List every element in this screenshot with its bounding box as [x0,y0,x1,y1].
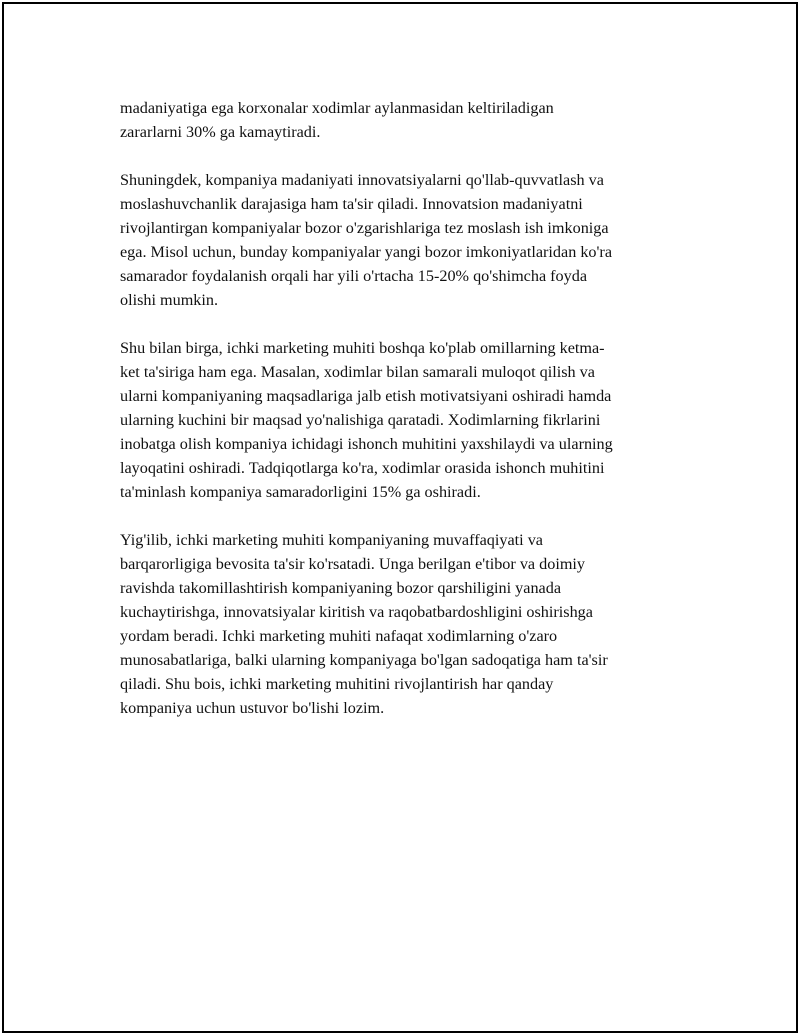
text-line: samarador foydalanish orqali har yili o'rtacha 15-20% qo'shimcha foyda [120,267,588,285]
text-line: ravishda takomillashtirish kompaniyaning bozor qarshiligini yanada [120,579,562,597]
document-page [2,2,798,1033]
text-line: ega. Misol uchun, bunday kompaniyalar yangi bozor imkoniyatlaridan ko'ra [120,243,613,261]
text-line: yordam beradi. Ichki marketing muhiti nafaqat xodimlarning o'zaro [120,627,558,645]
text-line: zararlarni 30% ga kamaytiradi. [120,123,321,141]
paragraph-2 [120,168,690,312]
text-line: Shuningdek, kompaniya madaniyati innovatsiyalarni qo'llab-quvvatlash va [120,171,604,189]
text-line: Shu bilan birga, ichki marketing muhiti boshqa ko'plab omillarning ketma- [120,339,605,357]
text-line: ularning kuchini bir maqsad yo'nalishiga qaratadi. Xodimlarning fikrlarini [120,411,601,429]
text-line: munosabatlariga, balki ularning kompaniyaga bo'lgan sadoqatiga ham ta'sir [120,651,608,669]
text-line: qiladi. Shu bois, ichki marketing muhitini rivojlantirish har qanday [120,675,554,693]
paragraph-4 [120,528,690,720]
text-line: kuchaytirishga, innovatsiyalar kiritish va raqobatbardoshligini oshirishga [120,603,593,621]
text-line: ularni kompaniyaning maqsadlariga jalb etish motivatsiyani oshiradi hamda [120,387,612,405]
text-line: olishi mumkin. [120,291,219,309]
text-line: barqarorligiga bevosita ta'sir ko'rsatadi. Unga berilgan e'tibor va doimiy [120,555,586,573]
document-body [120,96,690,744]
text-line: layoqatini oshiradi. Tadqiqotlarga ko'ra, xodimlar orasida ishonch muhitini [120,459,605,477]
text-line: ta'minlash kompaniya samaradorligini 15% ga oshiradi. [120,483,481,501]
text-line: ket ta'siriga ham ega. Masalan, xodimlar bilan samarali muloqot qilish va [120,363,595,381]
text-line: inobatga olish kompaniya ichidagi ishonch muhitini yaxshilaydi va ularning [120,435,613,453]
text-line: moslashuvchanlik darajasiga ham ta'sir qiladi. Innovatsion madaniyatni [120,195,583,213]
text-line: rivojlantirgan kompaniyalar bozor o'zgarishlariga tez moslash ish imkoniga [120,219,609,237]
text-line: Yig'ilib, ichki marketing muhiti kompaniyaning muvaffaqiyati va [120,531,543,549]
paragraph-1 [120,96,690,144]
text-line: madaniyatiga ega korxonalar xodimlar aylanmasidan keltiriladigan [120,99,554,117]
paragraph-3 [120,336,690,504]
text-line: kompaniya uchun ustuvor bo'lishi lozim. [120,699,385,717]
